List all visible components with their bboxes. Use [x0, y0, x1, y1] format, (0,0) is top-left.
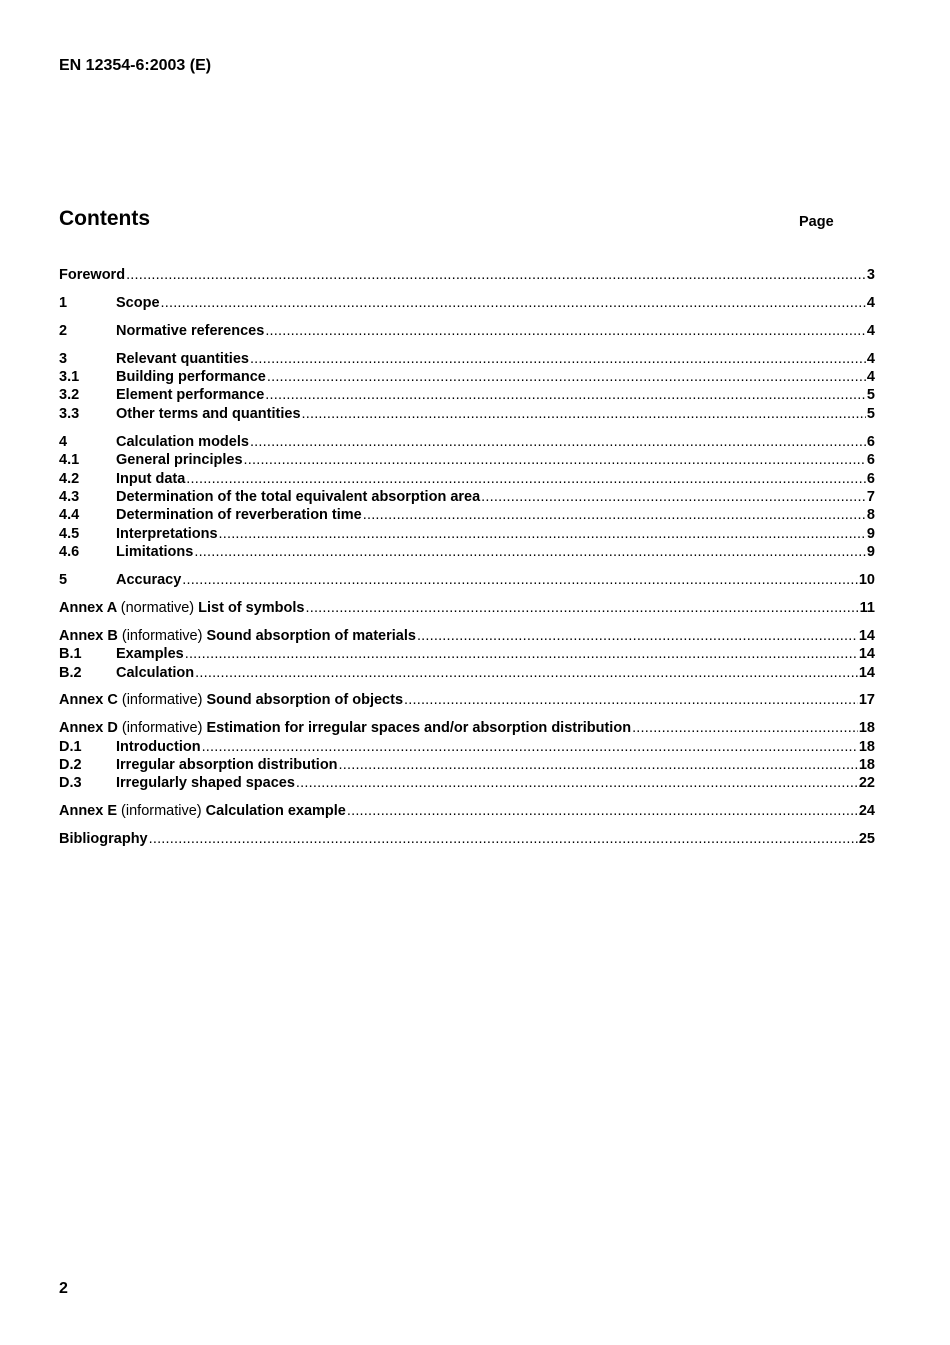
toc-entry-3-2[interactable]	[59, 387, 875, 405]
dot-leader	[194, 544, 866, 560]
toc-entry-number: 3	[59, 350, 68, 367]
dot-leader	[185, 646, 858, 662]
toc-entry-4-1[interactable]	[59, 452, 875, 470]
toc-entry-4[interactable]	[59, 434, 875, 452]
toc-entry-title: Element performance	[116, 387, 265, 404]
dot-leader	[250, 434, 866, 450]
toc-entry-number: B.1	[59, 646, 82, 663]
toc-entry-4-4[interactable]	[59, 507, 875, 525]
toc-entry-number: 4.4	[59, 507, 80, 524]
dot-leader	[202, 739, 858, 755]
toc-entry-b-2[interactable]	[59, 665, 875, 683]
toc-entry-annex-a[interactable]	[59, 600, 875, 618]
toc-entry-title: Limitations	[116, 544, 194, 561]
toc-entry-page: 4	[866, 322, 875, 339]
toc-entry-page: 18	[858, 757, 875, 774]
annex-label: Annex C (informative)	[59, 692, 203, 709]
toc-entry-title: Normative references	[116, 322, 265, 339]
toc-entry-title: Determination of the total equivalent absorption area	[116, 488, 481, 505]
toc-entry-number: 4.3	[59, 488, 80, 505]
dot-leader	[404, 692, 858, 708]
dot-leader	[306, 600, 859, 616]
toc-entry-number: 5	[59, 571, 68, 588]
toc-entry-title: Calculation example	[205, 803, 346, 820]
toc-entry-4-6[interactable]	[59, 544, 875, 562]
dot-leader	[339, 757, 858, 773]
toc-entry-5[interactable]	[59, 572, 875, 590]
toc-entry-annex-e[interactable]	[59, 803, 875, 821]
dot-leader	[161, 295, 866, 311]
toc-entry-number: D.1	[59, 738, 82, 755]
toc-entry-page: 14	[858, 627, 875, 644]
dot-leader	[296, 775, 858, 791]
annex-type: (informative)	[121, 720, 203, 737]
dot-leader	[186, 471, 866, 487]
toc-entry-number: D.3	[59, 775, 82, 792]
dot-leader	[250, 351, 866, 367]
toc-entry-d-1[interactable]	[59, 739, 875, 757]
toc-entry-page: 6	[866, 433, 875, 450]
toc-entry-page: 5	[866, 405, 875, 422]
annex-label: Annex D (informative)	[59, 720, 203, 737]
toc-entry-title: Foreword	[59, 267, 126, 283]
toc-entry-page: 9	[866, 525, 875, 542]
toc-entry-title: Sound absorption of materials	[206, 627, 416, 644]
dot-leader	[265, 387, 866, 403]
toc-entry-page: 3	[866, 267, 875, 283]
toc-entry-title: List of symbols	[198, 599, 305, 616]
dot-leader	[182, 572, 858, 588]
toc-entry-page: 8	[866, 507, 875, 524]
dot-leader	[149, 831, 858, 847]
toc-entry-title: Accuracy	[116, 571, 182, 588]
toc-entry-page: 6	[866, 452, 875, 469]
toc-entry-page: 17	[858, 692, 875, 709]
toc-entry-3-1[interactable]	[59, 369, 875, 387]
toc-entry-title: Bibliography	[59, 831, 148, 848]
annex-label: Annex E (informative)	[59, 803, 202, 820]
annex-label: Annex B (informative)	[59, 627, 203, 644]
toc-entry-annex-d[interactable]	[59, 720, 875, 738]
dot-leader	[481, 489, 866, 505]
toc-entry-number: B.2	[59, 664, 82, 681]
toc-entry-page: 4	[866, 294, 875, 311]
toc-entry-title: Estimation for irregular spaces and/or absorption distribution	[206, 720, 632, 737]
dot-leader	[126, 267, 866, 283]
toc-entry-d-3[interactable]	[59, 775, 875, 793]
toc-entry-title: Introduction	[116, 738, 201, 755]
annex-type: (normative)	[120, 599, 195, 616]
dot-leader	[417, 628, 858, 644]
page-number: 2	[59, 1280, 68, 1297]
dot-leader	[302, 406, 866, 422]
toc-entry-number: 3.2	[59, 387, 80, 404]
dot-leader	[219, 526, 866, 542]
toc-entry-page: 18	[858, 738, 875, 755]
dot-leader	[632, 720, 858, 736]
toc-entry-title: Calculation	[116, 664, 195, 681]
page-title: Contents	[59, 207, 150, 230]
table-of-contents	[59, 267, 875, 850]
dot-leader	[347, 803, 858, 819]
toc-entry-title: Interpretations	[116, 525, 218, 542]
toc-entry-title: Irregularly shaped spaces	[116, 775, 295, 792]
toc-entry-annex-b[interactable]	[59, 628, 875, 646]
toc-entry-4-3[interactable]	[59, 489, 875, 507]
toc-entry-page: 10	[858, 571, 875, 588]
toc-entry-page: 9	[866, 544, 875, 561]
toc-entry-number: 3.3	[59, 405, 80, 422]
toc-entry-title: Relevant quantities	[116, 350, 249, 367]
annex-type: (informative)	[121, 627, 203, 644]
toc-entry-4-2[interactable]	[59, 471, 875, 489]
toc-entry-title: Building performance	[116, 369, 266, 386]
toc-entry-page: 18	[858, 720, 875, 737]
toc-entry-title: Irregular absorption distribution	[116, 757, 338, 774]
toc-entry-number: 1	[59, 294, 68, 311]
annex-type: (informative)	[121, 692, 203, 709]
toc-entry-page: 22	[858, 775, 875, 792]
toc-entry-page: 6	[866, 470, 875, 487]
toc-entry-number: 2	[59, 322, 68, 339]
toc-entry-d-2[interactable]	[59, 757, 875, 775]
toc-entry-page: 25	[858, 831, 875, 848]
toc-entry-b-1[interactable]	[59, 646, 875, 664]
toc-entry-3[interactable]	[59, 351, 875, 369]
toc-entry-number: 4	[59, 433, 68, 450]
toc-entry-title: Input data	[116, 470, 186, 487]
toc-entry-number: D.2	[59, 757, 82, 774]
page-column-label: Page	[799, 214, 834, 230]
toc-entry-title: Determination of reverberation time	[116, 507, 362, 524]
toc-entry-title: Sound absorption of objects	[206, 692, 404, 709]
toc-entry-page: 7	[866, 488, 875, 505]
toc-entry-page: 11	[859, 599, 875, 616]
toc-entry-title: Calculation models	[116, 433, 249, 450]
dot-leader	[265, 323, 866, 339]
toc-entry-title: Scope	[116, 294, 160, 311]
document-id: EN 12354-6:2003 (E)	[59, 57, 212, 74]
toc-entry-annex-c[interactable]	[59, 692, 875, 710]
toc-entry-4-5[interactable]	[59, 526, 875, 544]
toc-entry-title: Other terms and quantities	[116, 405, 301, 422]
toc-entry-page: 14	[858, 664, 875, 681]
toc-entry-foreword[interactable]	[59, 267, 875, 285]
toc-entry-page: 5	[866, 387, 875, 404]
toc-entry-number: 3.1	[59, 369, 80, 386]
toc-entry-page: 4	[866, 350, 875, 367]
toc-entry-page: 4	[866, 369, 875, 386]
toc-entry-title: General principles	[116, 452, 243, 469]
dot-leader	[244, 452, 866, 468]
dot-leader	[267, 369, 866, 385]
toc-entry-3-3[interactable]	[59, 406, 875, 424]
toc-entry-2[interactable]	[59, 323, 875, 341]
annex-label: Annex A (normative)	[59, 599, 195, 616]
toc-entry-bibliography[interactable]	[59, 831, 875, 849]
toc-entry-number: 4.1	[59, 452, 80, 469]
toc-entry-title: Examples	[116, 646, 184, 663]
annex-type: (informative)	[121, 803, 202, 820]
toc-entry-number: 4.6	[59, 544, 80, 561]
toc-entry-number: 4.2	[59, 470, 80, 487]
toc-entry-page: 24	[858, 803, 875, 820]
dot-leader	[363, 507, 866, 523]
toc-entry-page: 14	[858, 646, 875, 663]
dot-leader	[195, 665, 858, 681]
toc-entry-1[interactable]	[59, 295, 875, 313]
toc-entry-number: 4.5	[59, 525, 80, 542]
